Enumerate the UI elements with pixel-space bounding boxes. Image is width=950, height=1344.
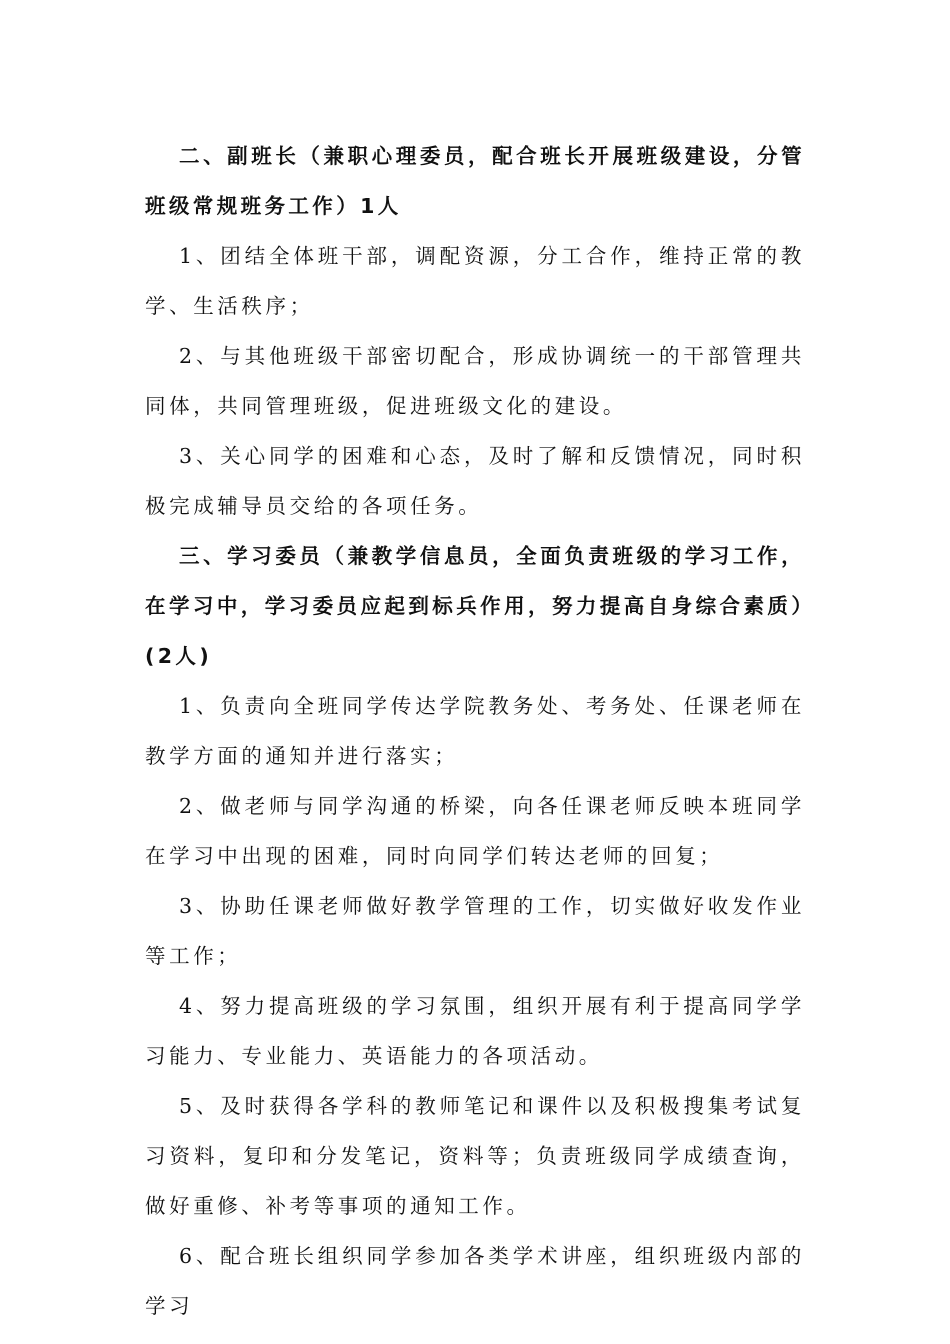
paragraph-item: 3、关心同学的困难和心态，及时了解和反馈情况，同时积极完成辅导员交给的各项任务。 — [145, 444, 805, 518]
section-heading-study-committee: 三、学习委员（兼教学信息员，全面负责班级的学习工作，在学习中，学习委员应起到标兵作用，努力提高自身综合素质）(2人) — [145, 544, 805, 668]
paragraph-item: 1、团结全体班干部，调配资源，分工合作，维持正常的教学、生活秩序； — [145, 244, 805, 318]
paragraph-item: 2、做老师与同学沟通的桥梁，向各任课老师反映本班同学在学习中出现的困难，同时向同学们转达老师的回复； — [145, 794, 805, 868]
paragraph-item: 5、及时获得各学科的教师笔记和课件以及积极搜集考试复习资料，复印和分发笔记，资料等；负责班级同学成绩查询，做好重修、补考等事项的通知工作。 — [145, 1094, 805, 1218]
paragraph-item: 1、负责向全班同学传达学院教务处、考务处、任课老师在教学方面的通知并进行落实； — [145, 694, 805, 768]
paragraph-item: 2、与其他班级干部密切配合，形成协调统一的干部管理共同体，共同管理班级，促进班级文化的建设。 — [145, 344, 805, 418]
paragraph-item: 4、努力提高班级的学习氛围，组织开展有利于提高同学学习能力、专业能力、英语能力的各项活动。 — [145, 994, 805, 1068]
paragraph-item: 3、协助任课老师做好教学管理的工作，切实做好收发作业等工作； — [145, 894, 805, 968]
document-body — [145, 131, 805, 1331]
paragraph-item: 6、配合班长组织同学参加各类学术讲座，组织班级内部的学习 — [145, 1244, 805, 1318]
section-heading-vice-monitor: 二、副班长（兼职心理委员，配合班长开展班级建设，分管班级常规班务工作）1人 — [145, 144, 805, 218]
